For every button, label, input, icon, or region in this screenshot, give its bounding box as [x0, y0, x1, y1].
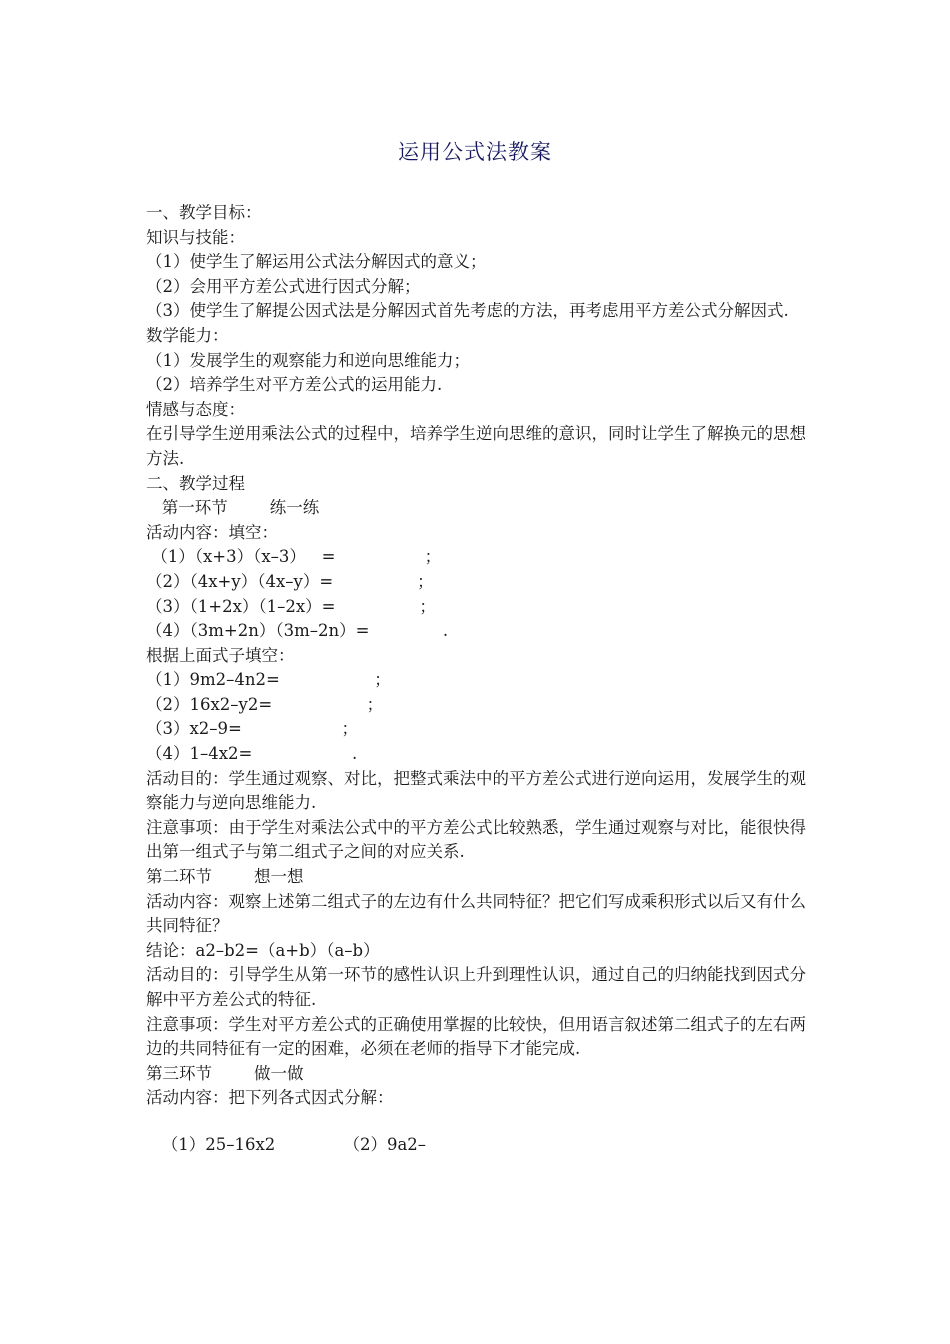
subheading-math-ability: 数学能力： — [146, 325, 229, 345]
step-one-heading: 第一环节 练一练 — [146, 498, 320, 518]
activity-content-label: 活动内容：填空： — [146, 522, 278, 542]
section-heading-process: 二、教学过程 — [146, 473, 245, 493]
notes-paragraph: 注意事项：学生对平方差公式的正确使用掌握的比较快，但用语言叙述第二组式子的左右两边的共同特征有一定的困难，必须在老师的指导下才能完成. — [146, 1014, 806, 1059]
activity-purpose: 活动目的：引导学生从第一环节的感性认识上升到理性认识，通过自己的归纳能找到因式分解中平方差公式的特征. — [146, 965, 806, 1009]
fill-blank-item: （1）9m2–4n2= ； — [146, 670, 391, 690]
activity-content-label: 活动内容：把下列各式因式分解： — [146, 1088, 394, 1108]
objective-item: （1）使学生了解运用公式法分解因式的意义； — [146, 252, 487, 272]
exercise-items: （1）25–16x2 （2）9a2– — [146, 1134, 427, 1154]
fill-blank-item: （3）（1+2x）（1–2x）= ； — [146, 596, 436, 616]
fill-blank-item: （4）（3m+2n）（3m–2n）= . — [146, 621, 449, 641]
attitude-paragraph: 在引导学生逆用乘法公式的过程中，培养学生逆向思维的意识，同时让学生了解换元的思想方法. — [146, 424, 806, 468]
fill-blank-item: （1）（x+3）（x–3） = ； — [146, 547, 442, 567]
conclusion-formula: 结论：a2–b2=（a+b）（a–b） — [146, 940, 380, 960]
ability-item: （1）发展学生的观察能力和逆向思维能力； — [146, 350, 470, 370]
objective-item: （3）使学生了解提公因式法是分解因式首先考虑的方法，再考虑用平方差公式分解因式. — [146, 301, 789, 321]
step-two-heading: 第二环节 想一想 — [146, 867, 304, 887]
fill-blank-item: （2）16x2–y2= ； — [146, 694, 384, 714]
fill-blank-item: （4）1–4x2= . — [146, 744, 358, 764]
page-title: 运用公式法教案 — [398, 140, 552, 164]
activity-purpose: 活动目的：学生通过观察、对比，把整式乘法中的平方差公式进行逆向运用，发展学生的观察能力与逆向思维能力. — [146, 768, 806, 813]
fill-blank-item: （2）（4x+y）（4x–y）= ； — [146, 571, 434, 591]
activity-content: 活动内容：观察上述第二组式子的左边有什么共同特征？把它们写成乘积形式以后又有什么共同特征？ — [146, 891, 806, 936]
subheading-knowledge-skills: 知识与技能： — [146, 227, 245, 247]
section-heading-objectives: 一、教学目标： — [146, 203, 262, 222]
fill-blank-item: （3）x2–9= ； — [146, 719, 359, 739]
notes-paragraph: 注意事项：由于学生对乘法公式中的平方差公式比较熟悉，学生通过观察与对比，能很快得出第一组式子与第二组式子之间的对应关系. — [146, 817, 806, 862]
subheading-attitude: 情感与态度： — [146, 399, 245, 419]
step-three-heading: 第三环节 做一做 — [146, 1063, 304, 1083]
objective-item: （2）会用平方差公式进行因式分解； — [146, 276, 421, 296]
lesson-body — [146, 201, 806, 1158]
ability-item: （2）培养学生对平方差公式的运用能力. — [146, 375, 443, 395]
second-group-label: 根据上面式子填空： — [146, 645, 295, 665]
